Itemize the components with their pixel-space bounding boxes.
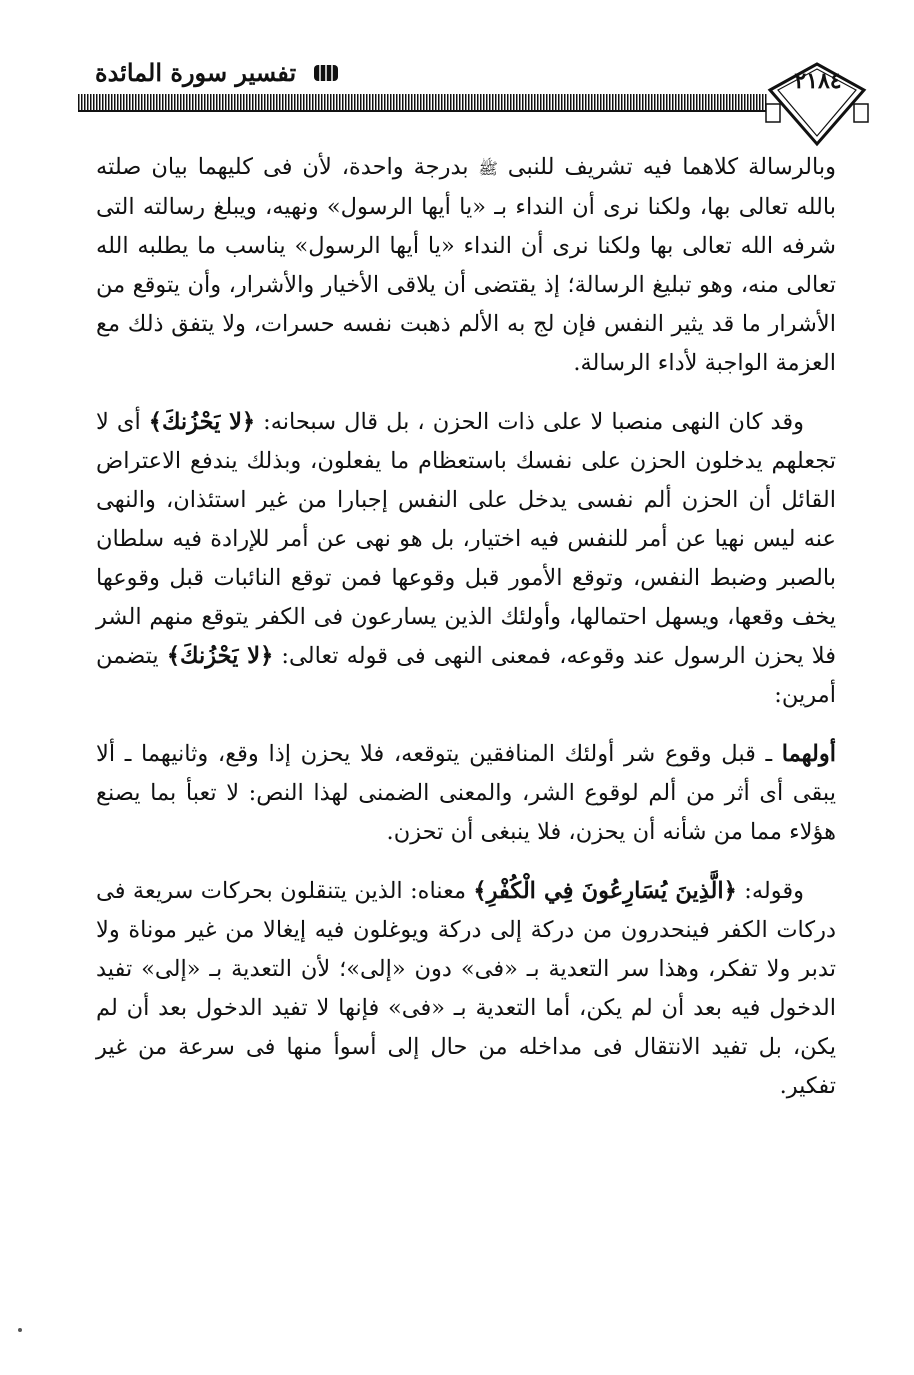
header-ornament-icon bbox=[312, 62, 340, 84]
quran-quote: ﴿لا يَحْزُنكَ﴾ bbox=[148, 409, 256, 435]
paragraph-2 bbox=[96, 403, 836, 715]
page-number: ٢١٨٤ bbox=[794, 68, 842, 94]
body-text bbox=[96, 148, 836, 1126]
lead-term: أولهما bbox=[781, 741, 836, 767]
scan-speck bbox=[18, 1328, 22, 1332]
header-rule bbox=[78, 94, 768, 112]
paragraph-4 bbox=[96, 872, 836, 1106]
quran-quote: ﴿لا يَحْزُنكَ﴾ bbox=[166, 643, 274, 669]
text-run: وقوله: bbox=[736, 878, 804, 904]
text-run: معناه: الذين يتنقلون بحركات سريعة فى دركات الكفر فينحدرون من دركة إلى دركة ويوغلون فيه إيغالا من غير موناة ولا تدبر ولا تفكر، وهذا سر التعدية بـ «فى» دون «إلى»؛ لأن التعدية بـ «إلى» تفيد الدخول فيه بعد أن لم يكن، أما التعدية بـ «فى» فإنها لا تفيد الدخول بعد أن لم يكن، بل تفيد الانتقال فى مداخله من حال إلى أسوأ منها فى سرعة من غير تفكير. bbox=[96, 878, 836, 1099]
text-run: وقد كان النهى منصبا لا على ذات الحزن ، بل قال سبحانه: bbox=[255, 409, 804, 435]
text-run: ـ قبل وقوع شر أولئك المنافقين يتوقعه، فلا يحزن إذا وقع، وثانيهما ـ ألا يبقى أى أثر من ألم لوقوع الشر، والمعنى الضمنى لهذا النص: لا تعبأ بما يصنع هؤلاء مما من شأنه أن يحزن، فلا ينبغى أن تحزن. bbox=[96, 741, 836, 845]
text-run: بدرجة واحدة، لأن فى كليهما بيان صلته بالله تعالى بها، ولكنا نرى أن النداء بـ «يا أيها الرسول» ونهيه، ويبلغ رسالته التى شرفه الله تعالى بها ولكنا نرى أن النداء «يا أيها الرسول» يناسب ما يطلبه الله تعالى منه، وهو تبليغ الرسالة؛ إذ يقتضى أن يلاقى الأخيار والأشرار، وأن يتوقع من الأشرار ما قد يثير النفس فإن لج به الألم ذهبت نفسه حسرات، ولا يتفق ذلك مع العزمة الواجبة لأداء الرسالة. bbox=[96, 154, 836, 376]
running-title: تفسير سورة المائدة bbox=[95, 58, 297, 87]
salawat-glyph: ﷺ bbox=[478, 159, 498, 178]
paragraph-3 bbox=[96, 735, 836, 852]
quran-quote: ﴿الَّذِينَ يُسَارِعُونَ فِي الْكُفْرِ﴾ bbox=[473, 878, 737, 904]
paragraph-1 bbox=[96, 148, 836, 383]
text-run: أى لا تجعلهم يدخلون الحزن على نفسك باستعظام ما يفعلون، وبذلك يندفع الاعتراض القائل أن الحزن ألم نفسى يدخل على النفس إجبارا من غير استئذان، والنهى عنه ليس نهيا عن أمر للنفس فيه اختيار، بل هو نهى عن أمر للإرادة فيه سلطان بالصبر وضبط النفس، وتوقع الأمور قبل وقوعها فمن توقع النائبات قبل وقوعها يخف وقعها، ويسهل احتمالها، وأولئك الذين يسارعون فى الكفر يتوقع منهم الشر فلا يحزن الرسول عند وقوعه، فمعنى النهى فى قوله تعالى: bbox=[96, 409, 836, 669]
text-run: يتضمن أمرين: bbox=[96, 643, 836, 708]
text-run: وبالرسالة كلاهما فيه تشريف للنبى bbox=[497, 154, 836, 180]
